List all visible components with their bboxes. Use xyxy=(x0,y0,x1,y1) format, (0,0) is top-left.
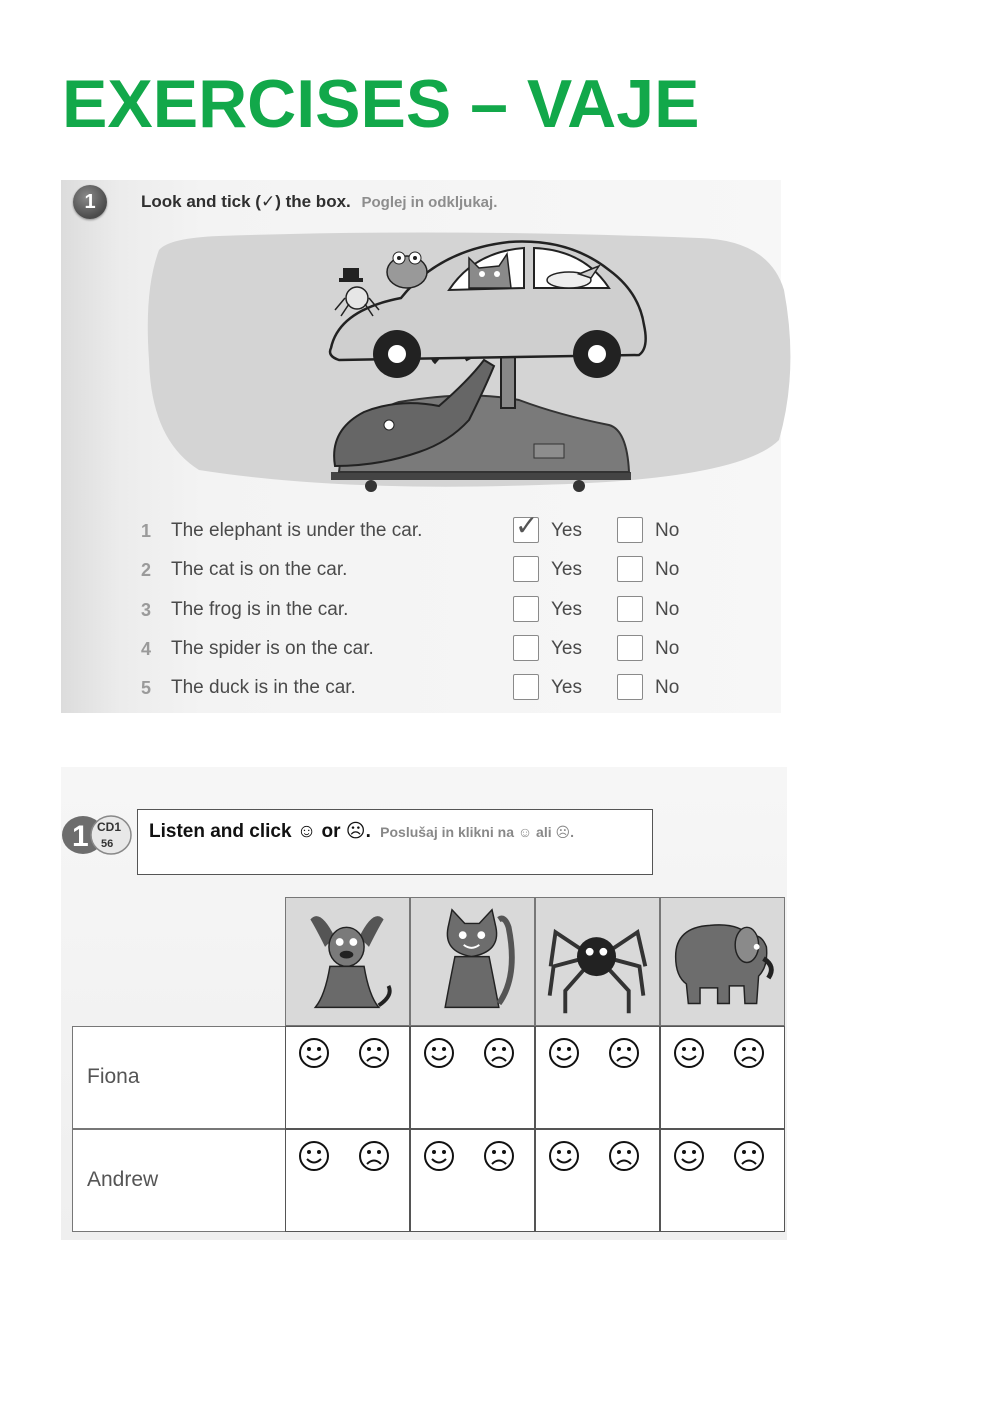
instruction-box xyxy=(137,809,653,875)
sad-face-icon[interactable] xyxy=(608,1140,640,1172)
no-label: No xyxy=(655,638,680,659)
happy-face-icon[interactable] xyxy=(423,1140,455,1172)
sad-face-icon[interactable] xyxy=(608,1037,640,1069)
yes-label: Yes xyxy=(551,677,582,698)
happy-face-icon[interactable] xyxy=(673,1037,705,1069)
happy-face-icon[interactable] xyxy=(298,1140,330,1172)
question-text: The duck is in the car. xyxy=(171,677,356,698)
track-number: 56 xyxy=(101,838,114,850)
frog-icon xyxy=(387,252,427,288)
sad-face-icon[interactable] xyxy=(483,1140,515,1172)
yes-label: Yes xyxy=(551,520,582,541)
sad-face-icon[interactable] xyxy=(483,1037,515,1069)
sad-face-icon[interactable] xyxy=(733,1037,765,1069)
yes-label: Yes xyxy=(551,559,582,580)
yes-checkbox[interactable] xyxy=(513,674,539,700)
car-scene-illustration xyxy=(139,230,795,492)
no-label: No xyxy=(655,520,680,541)
happy-face-icon[interactable] xyxy=(548,1140,580,1172)
question-number: 2 xyxy=(141,560,152,580)
no-label: No xyxy=(655,599,680,620)
question-text: The elephant is under the car. xyxy=(171,520,423,541)
answer-cell xyxy=(660,1129,785,1232)
no-checkbox[interactable] xyxy=(617,556,643,582)
no-checkbox[interactable] xyxy=(617,674,643,700)
exercise-1-instruction xyxy=(141,192,497,212)
sad-face-icon[interactable] xyxy=(358,1140,390,1172)
instruction-text: Listen and click ☺ or ☹. xyxy=(149,821,371,842)
happy-face-icon[interactable] xyxy=(548,1037,580,1069)
question-number: 4 xyxy=(141,639,152,659)
no-checkbox[interactable] xyxy=(617,635,643,661)
answer-cell xyxy=(285,1129,410,1232)
no-label: No xyxy=(655,559,680,580)
exercise-number: 1 xyxy=(72,820,89,853)
yes-checkbox[interactable] xyxy=(513,510,539,543)
tick-icon: ✓ xyxy=(515,510,539,541)
student-name: Fiona xyxy=(87,1065,140,1088)
cat-icon xyxy=(411,898,533,1024)
question-text: The cat is on the car. xyxy=(171,559,348,580)
question-row-5 xyxy=(141,674,741,704)
dog-icon xyxy=(286,898,408,1024)
answer-cell xyxy=(660,1026,785,1129)
happy-face-icon[interactable] xyxy=(423,1037,455,1069)
question-text: The frog is in the car. xyxy=(171,599,349,620)
dog-picture-cell xyxy=(285,897,410,1026)
exercise-1 xyxy=(61,180,781,713)
question-number: 3 xyxy=(141,600,152,620)
happy-face-icon[interactable] xyxy=(298,1037,330,1069)
sad-face-icon[interactable] xyxy=(358,1037,390,1069)
yes-checkbox[interactable] xyxy=(513,635,539,661)
elephant-picture-cell xyxy=(660,897,785,1026)
instruction-text: Look and tick (✓) the box. xyxy=(141,192,351,211)
yes-checkbox[interactable] xyxy=(513,596,539,622)
wheel-icon xyxy=(573,480,585,492)
cat-picture-cell xyxy=(410,897,535,1026)
exercise-2 xyxy=(61,767,787,1240)
sad-face-icon[interactable] xyxy=(733,1140,765,1172)
spider-picture-cell xyxy=(535,897,660,1026)
yes-label: Yes xyxy=(551,599,582,620)
no-checkbox[interactable] xyxy=(617,517,643,543)
question-row-1 xyxy=(141,510,741,547)
instruction-translation: Poslušaj in klikni na ☺ ali ☹. xyxy=(380,824,574,840)
happy-face-icon[interactable] xyxy=(673,1140,705,1172)
spider-icon xyxy=(536,898,658,1024)
exercise-number-badge: 1 xyxy=(73,185,107,219)
elephant-icon xyxy=(661,898,783,1024)
answer-cell xyxy=(535,1026,660,1129)
name-cell-fiona xyxy=(72,1026,286,1129)
question-row-4 xyxy=(141,635,741,665)
answer-cell xyxy=(410,1129,535,1232)
instruction xyxy=(149,820,574,843)
student-name: Andrew xyxy=(87,1168,159,1191)
question-number: 5 xyxy=(141,678,152,698)
page-title: EXERCISES – VAJE xyxy=(62,66,700,142)
answer-cell xyxy=(535,1129,660,1232)
question-number: 1 xyxy=(141,521,152,541)
answer-cell xyxy=(410,1026,535,1129)
question-text: The spider is on the car. xyxy=(171,638,374,659)
name-cell-andrew xyxy=(72,1129,286,1232)
cd-label: CD1 xyxy=(97,820,122,834)
cd-track-badge xyxy=(61,814,133,856)
answer-cell xyxy=(285,1026,410,1129)
question-row-3 xyxy=(141,596,741,626)
instruction-translation: Poglej in odkljukaj. xyxy=(361,194,498,211)
no-label: No xyxy=(655,677,680,698)
no-checkbox[interactable] xyxy=(617,596,643,622)
yes-label: Yes xyxy=(551,638,582,659)
question-row-2 xyxy=(141,556,741,586)
jack-post xyxy=(501,356,515,408)
wheel-icon xyxy=(365,480,377,492)
yes-checkbox[interactable] xyxy=(513,556,539,582)
